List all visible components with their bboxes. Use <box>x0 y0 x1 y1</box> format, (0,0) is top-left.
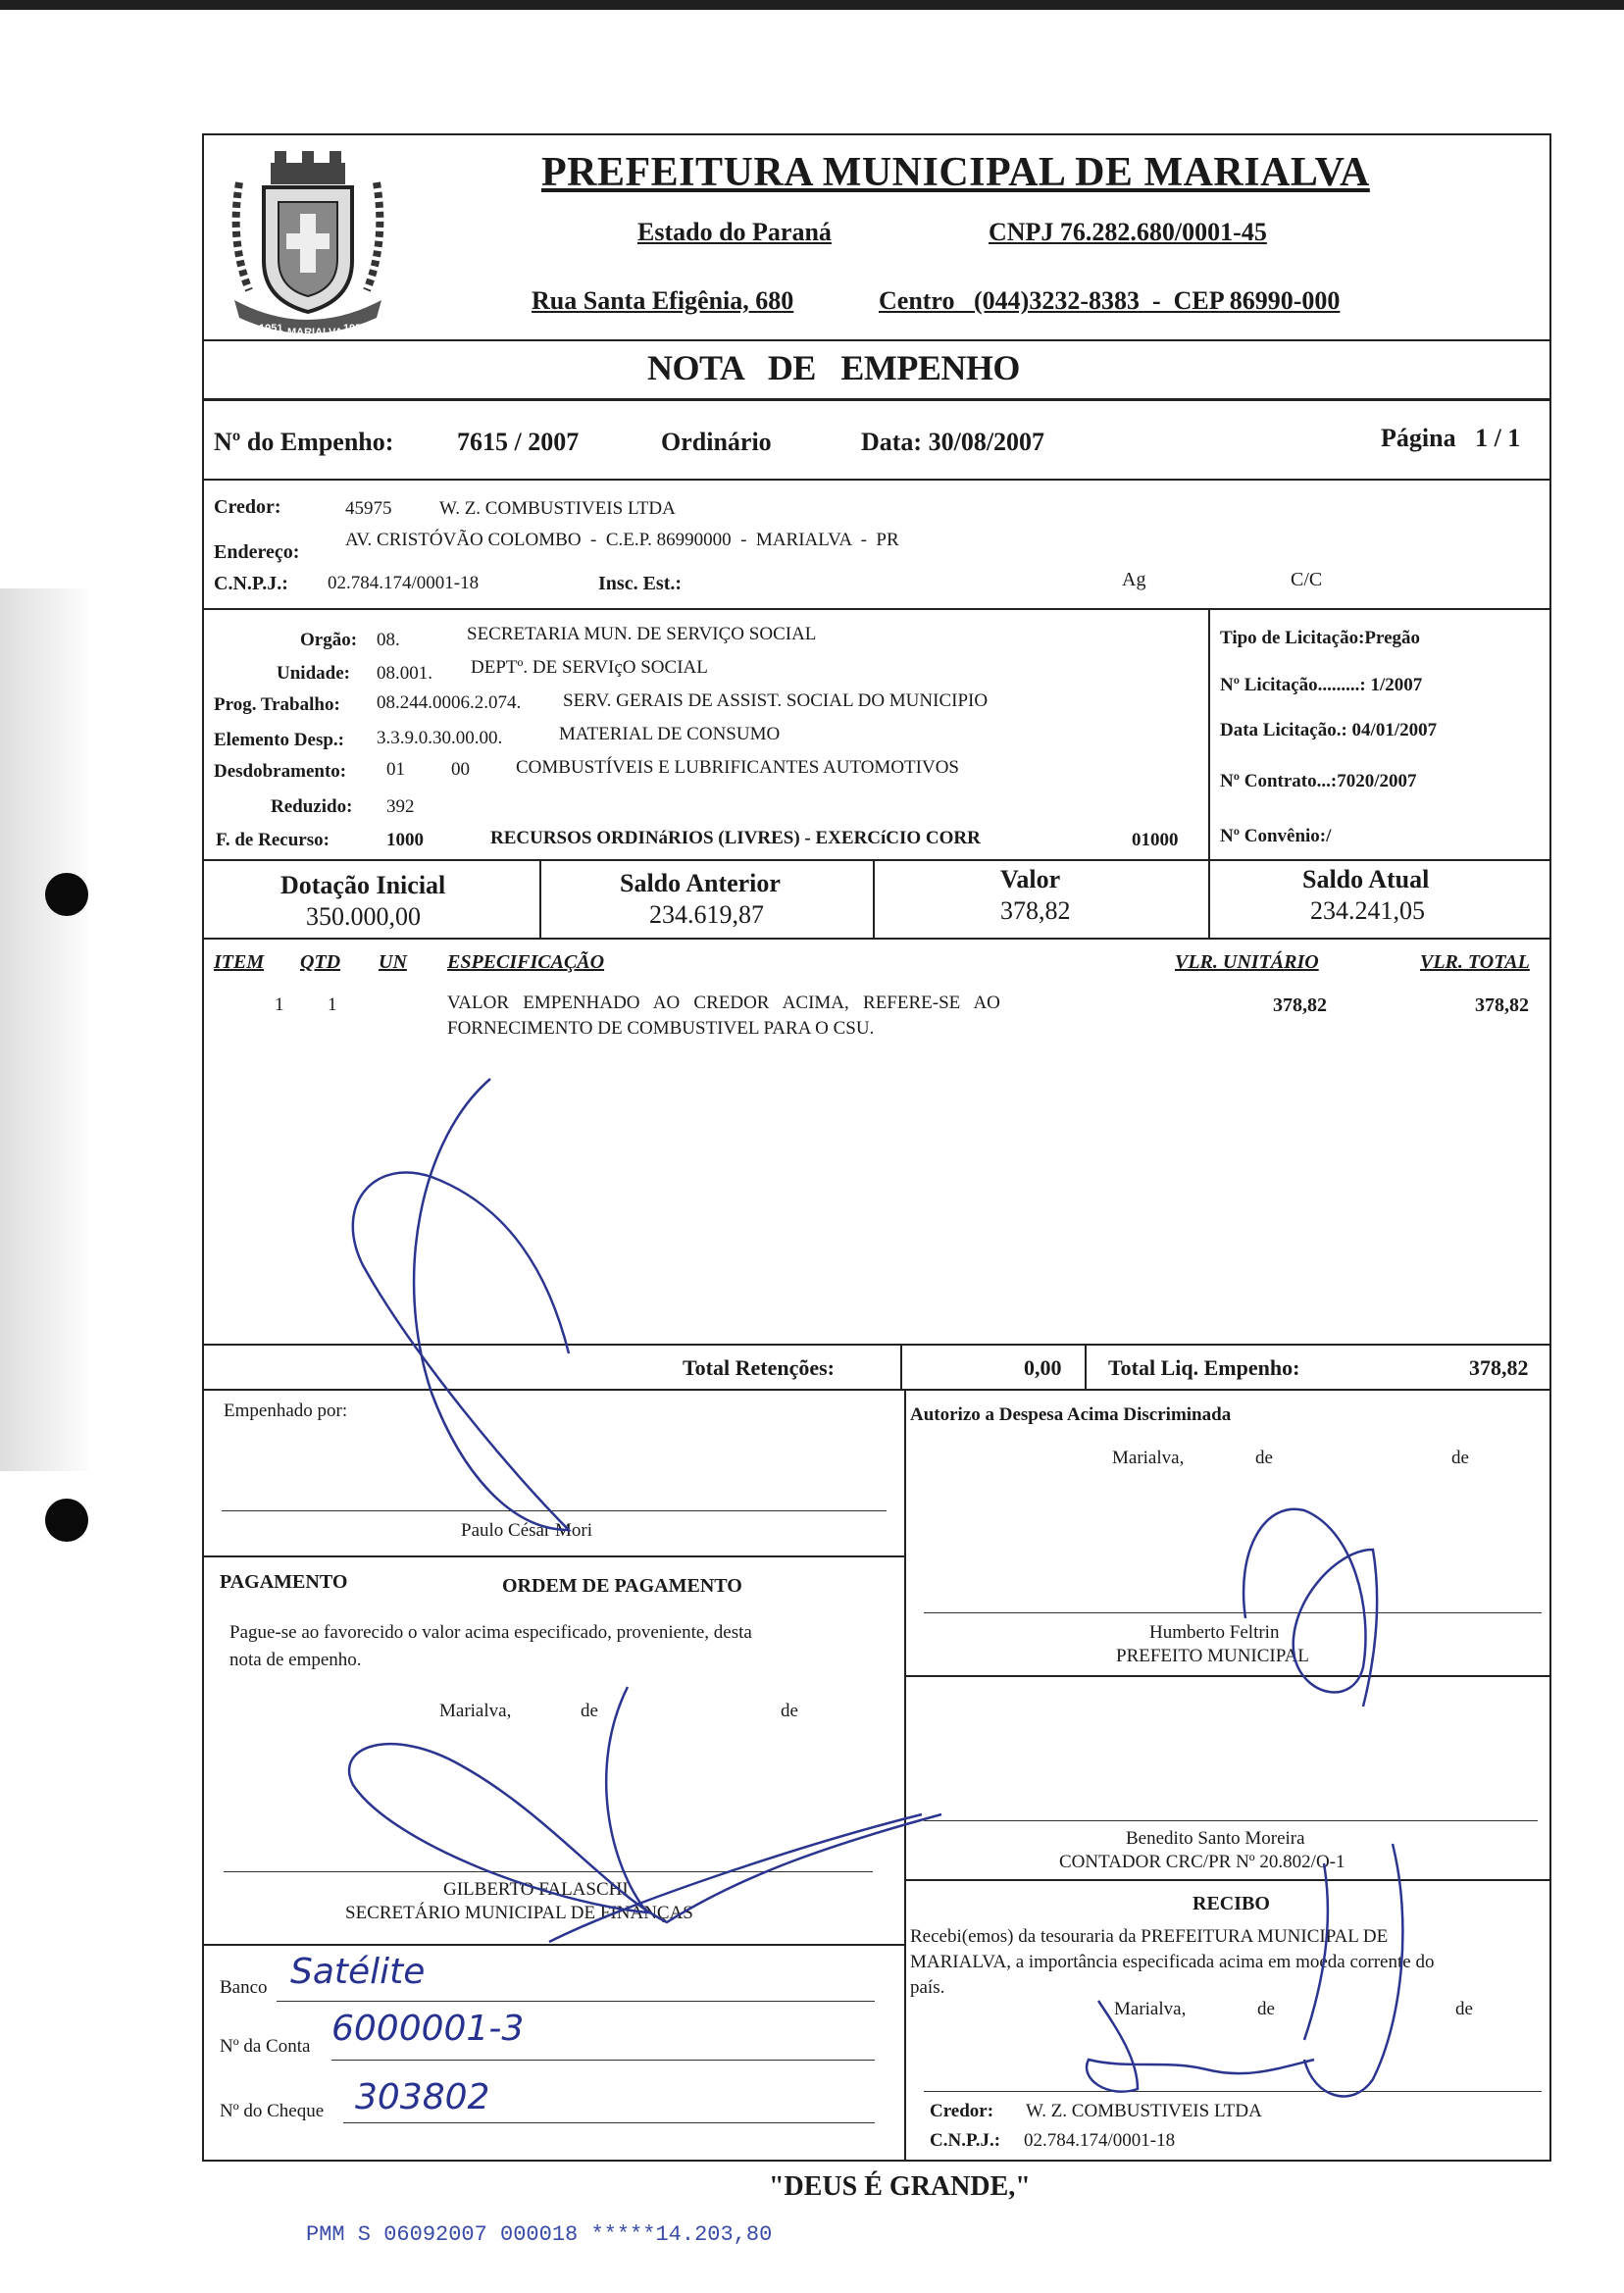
desdobramento-label: Desdobramento: <box>214 761 347 782</box>
orgao-name: SECRETARIA MUN. DE SERVIÇO SOCIAL <box>467 624 817 644</box>
recibo-line3: país. <box>910 1977 945 1998</box>
prefeito-name: Humberto Feltrin <box>1149 1622 1280 1643</box>
ordem-pagamento-label: ORDEM DE PAGAMENTO <box>502 1575 742 1597</box>
saldo-anterior-value: 234.619,87 <box>649 900 764 929</box>
autorizo-title: Autorizo a Despesa Acima Discriminada <box>910 1404 1232 1425</box>
orgao-code: 08. <box>377 630 400 650</box>
orgao-label: Orgão: <box>300 630 358 650</box>
endereco-label: Endereço: <box>214 541 300 563</box>
autorizo-city: Marialva, <box>1112 1448 1185 1468</box>
conta-label: Nº da Conta <box>220 2036 311 2057</box>
item-spec-line1: VALOR EMPENHADO AO CREDOR ACIMA, REFERE-SE AO <box>447 993 1000 1013</box>
recibo-line2: MARIALVA, a importância especificada acima em moeda corrente do <box>910 1952 1435 1972</box>
crest-banner-name: MARIALVA <box>287 327 343 338</box>
empenho-number-label: Nº do Empenho: <box>214 428 394 456</box>
prog-trabalho-name: SERV. GERAIS DE ASSIST. SOCIAL DO MUNICIPIO <box>563 690 989 711</box>
item-number: 1 <box>275 994 284 1015</box>
autorizo-de1: de <box>1255 1448 1273 1468</box>
conta-corrente-label: C/C <box>1291 569 1323 590</box>
item-total-value: 378,82 <box>1475 994 1529 1016</box>
banco-label: Banco <box>220 1977 268 1998</box>
binder-hole-top <box>45 873 88 916</box>
crest-banner-left: 1951 <box>259 323 283 334</box>
saldo-atual-value: 234.241,05 <box>1310 896 1425 925</box>
dotacao-inicial-label: Dotação Inicial <box>280 871 446 899</box>
dotacao-inicial-value: 350.000,00 <box>306 902 421 931</box>
conta-value: 6000001-3 <box>331 2009 525 2049</box>
data-licitacao: Data Licitação.: 04/01/2007 <box>1220 720 1438 740</box>
municipal-crest-icon <box>210 143 406 339</box>
recibo-line1: Recebi(emos) da tesouraria da PREFEITURA MUNICIPAL DE <box>910 1926 1389 1947</box>
col-vlr-total: VLR. TOTAL <box>1420 951 1530 973</box>
reduzido-label: Reduzido: <box>271 796 353 817</box>
cheque-label: Nº do Cheque <box>220 2101 325 2121</box>
col-qtd: QTD <box>300 951 341 973</box>
credor-address: AV. CRISTÓVÃO COLOMBO - C.E.P. 86990000 - MARIALVA - PR <box>345 530 899 550</box>
tipo-licitacao: Tipo de Licitação:Pregão <box>1220 628 1421 648</box>
prog-trabalho-label: Prog. Trabalho: <box>214 694 340 715</box>
estado-label: Estado do Paraná <box>637 218 832 246</box>
col-especificacao: ESPECIFICAÇÃO <box>447 951 605 973</box>
recibo-cnpj-label: C.N.P.J.: <box>930 2130 1001 2151</box>
crest-banner-right: 1953 <box>343 323 368 334</box>
empenho-date: Data: 30/08/2007 <box>861 428 1045 456</box>
prefeitura-title: PREFEITURA MUNICIPAL DE MARIALVA <box>541 150 1370 195</box>
numero-convenio: Nº Convênio:/ <box>1220 826 1332 846</box>
credor-label: Credor: <box>214 496 281 518</box>
credor-cnpj-label: C.N.P.J.: <box>214 573 288 594</box>
recurso-name: RECURSOS ORDINáRIOS (LIVRES) - EXERCíCIO CORR <box>490 828 981 848</box>
pagamento-de1: de <box>581 1701 598 1721</box>
binder-hole-bottom <box>45 1499 88 1542</box>
document-title: NOTA DE EMPENHO <box>647 348 1020 387</box>
col-un: UN <box>379 951 407 973</box>
unidade-code: 08.001. <box>377 663 432 684</box>
insc-est-label: Insc. Est.: <box>598 573 683 594</box>
total-liquido-label: Total Liq. Empenho: <box>1108 1355 1300 1380</box>
item-spec-line2: FORNECIMENTO DE COMBUSTIVEL PARA O CSU. <box>447 1018 875 1039</box>
footer-motto: "DEUS É GRANDE," <box>769 2171 1031 2202</box>
pagamento-text-line2: nota de empenho. <box>229 1650 362 1670</box>
total-retencoes-value: 0,00 <box>1024 1355 1062 1380</box>
col-item: ITEM <box>214 951 265 973</box>
total-retencoes-label: Total Retenções: <box>683 1355 835 1380</box>
pagamento-city: Marialva, <box>439 1701 512 1721</box>
saldo-atual-label: Saldo Atual <box>1302 865 1430 893</box>
address-contact: Centro (044)3232-8383 - CEP 86990-000 <box>879 286 1341 315</box>
total-liquido-value: 378,82 <box>1469 1355 1529 1380</box>
unidade-label: Unidade: <box>277 663 350 684</box>
recibo-cnpj: 02.784.174/0001-18 <box>1024 2130 1176 2151</box>
desdobramento-code2: 00 <box>451 759 470 780</box>
contador-role: CONTADOR CRC/PR Nº 20.802/O-1 <box>1059 1852 1345 1872</box>
empenho-type: Ordinário <box>661 428 772 456</box>
scan-smudge <box>0 588 88 1471</box>
recibo-credor-name: W. Z. COMBUSTIVEIS LTDA <box>1026 2101 1262 2121</box>
elemento-label: Elemento Desp.: <box>214 730 344 750</box>
address-street: Rua Santa Efigênia, 680 <box>532 286 794 315</box>
pagamento-text-line1: Pague-se ao favorecido o valor acima especificado, proveniente, desta <box>229 1622 752 1643</box>
col-vlr-unitario: VLR. UNITÁRIO <box>1175 951 1319 973</box>
item-unit-value: 378,82 <box>1273 994 1327 1016</box>
secretario-name: GILBERTO FALASCHI <box>443 1879 629 1900</box>
unidade-name: DEPTº. DE SERVIçO SOCIAL <box>471 657 708 678</box>
autorizo-de2: de <box>1451 1448 1469 1468</box>
payment-stamp: PMM S 06092007 000018 *****14.203,80 <box>306 2222 773 2247</box>
reduzido-value: 392 <box>386 796 415 817</box>
cnpj-header: CNPJ 76.282.680/0001-45 <box>989 218 1267 246</box>
recurso-label: F. de Recurso: <box>216 830 330 850</box>
page-number: Página 1 / 1 <box>1381 424 1521 452</box>
saldo-anterior-label: Saldo Anterior <box>620 869 781 897</box>
recibo-title: RECIBO <box>1193 1893 1270 1914</box>
credor-name: W. Z. COMBUSTIVEIS LTDA <box>439 498 676 519</box>
empenhado-por-label: Empenhado por: <box>224 1401 348 1421</box>
empenhado-por-name: Paulo César Mori <box>461 1520 593 1541</box>
item-qtd: 1 <box>328 994 337 1015</box>
cheque-value: 303802 <box>355 2077 490 2117</box>
elemento-code: 3.3.9.0.30.00.00. <box>377 728 503 748</box>
recibo-credor-label: Credor: <box>930 2101 994 2121</box>
agencia-label: Ag <box>1122 569 1146 590</box>
valor-value: 378,82 <box>1000 896 1071 925</box>
scan-top-border <box>0 0 1624 10</box>
contador-name: Benedito Santo Moreira <box>1126 1828 1305 1849</box>
numero-licitacao: Nº Licitação.........: 1/2007 <box>1220 675 1423 695</box>
banco-value: Satélite <box>290 1952 426 1992</box>
recurso-code-2: 01000 <box>1132 830 1179 850</box>
recurso-code: 1000 <box>386 830 424 850</box>
desdobramento-name: COMBUSTÍVEIS E LUBRIFICANTES AUTOMOTIVOS <box>516 757 959 778</box>
secretario-role: SECRETÁRIO MUNICIPAL DE FINANÇAS <box>345 1903 693 1923</box>
desdobramento-code1: 01 <box>386 759 405 780</box>
credor-code: 45975 <box>345 498 392 519</box>
elemento-name: MATERIAL DE CONSUMO <box>559 724 781 744</box>
prefeito-role: PREFEITO MUNICIPAL <box>1116 1646 1309 1666</box>
recibo-de1: de <box>1257 1999 1275 2019</box>
recibo-de2: de <box>1455 1999 1473 2019</box>
pagamento-label: PAGAMENTO <box>220 1571 348 1593</box>
pagamento-de2: de <box>781 1701 798 1721</box>
numero-contrato: Nº Contrato...:7020/2007 <box>1220 771 1417 791</box>
empenho-number: 7615 / 2007 <box>457 428 580 456</box>
recibo-city: Marialva, <box>1114 1999 1187 2019</box>
valor-label: Valor <box>1000 865 1061 893</box>
prog-trabalho-code: 08.244.0006.2.074. <box>377 692 522 713</box>
credor-cnpj: 02.784.174/0001-18 <box>328 573 480 593</box>
